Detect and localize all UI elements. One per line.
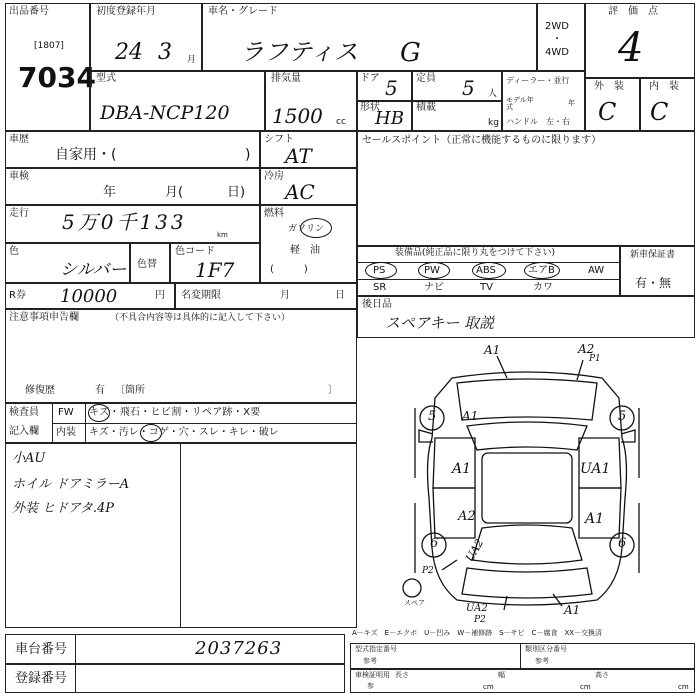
ext-label: 外 装	[594, 81, 624, 92]
int-circle	[140, 424, 162, 442]
car-diagram	[357, 338, 695, 628]
door-label: ドア	[360, 73, 380, 84]
shape-value: HB	[375, 108, 404, 129]
name-label: 車名・グレード	[208, 6, 278, 17]
width-label: 幅	[498, 671, 505, 679]
eq-airbag-circle	[524, 262, 560, 279]
repaint-label: 色替	[137, 259, 157, 270]
mark-tire-rl: 6	[430, 536, 439, 551]
mark-a1-front-left: A1	[462, 409, 479, 423]
fuel-paren: ( )	[270, 264, 308, 275]
mark-a1-bottom: A1	[564, 603, 581, 617]
load-unit: kg	[488, 118, 499, 128]
equipment-label: 装備品(純正品に限り丸をつけて下さい)	[395, 248, 556, 258]
history-value: 自家用・(	[55, 147, 117, 163]
mark-ua2-bottom: UA2	[466, 603, 488, 614]
eq-ps-circle	[365, 262, 397, 279]
disp-label: 排気量	[271, 73, 301, 84]
selling-points-label: セールスポイント（正常に機能するものに限ります）	[362, 135, 602, 146]
chassis-value: 2037263	[195, 638, 283, 659]
recycle-value: 10000	[60, 286, 118, 307]
chassis-label: 車台番号	[15, 642, 68, 657]
width-unit: cm	[580, 683, 591, 691]
inspector-divider	[52, 423, 357, 424]
mileage-value: 5万0千133	[62, 210, 187, 234]
mark-p2-left: P2	[422, 566, 434, 576]
eq-tv: TV	[480, 282, 493, 293]
color-code-label: 色コード	[175, 246, 215, 257]
dealer-label: ディーラー・並行	[506, 76, 570, 85]
shape-label: 形状	[360, 102, 380, 113]
shaken-year: 年	[103, 185, 117, 200]
ext-value: C	[598, 98, 617, 126]
recycle-unit: 円	[155, 290, 165, 301]
reg-month: 3	[158, 40, 172, 65]
mark-a1-top: A1	[484, 343, 501, 357]
category-spec-label: 類別区分番号	[525, 645, 567, 653]
car-grade: G	[400, 38, 421, 68]
mark-a2-left-rear: A2	[458, 509, 476, 524]
history-box	[5, 131, 260, 168]
inspector-vdivider2	[85, 403, 86, 443]
history-close: )	[245, 147, 251, 163]
recycle-label: R券	[9, 290, 26, 301]
mark-spare-label: スペア	[404, 599, 425, 607]
transfer-month: 月	[280, 290, 290, 301]
color-code-value: 1F7	[195, 258, 235, 282]
eq-line2	[357, 279, 620, 280]
repair-value: 有	[95, 385, 105, 396]
car-roof	[482, 453, 572, 523]
disp-unit: cc	[336, 117, 346, 127]
color-label: 色	[9, 246, 19, 257]
int-items: キズ・汚レ・コゲ・穴・スレ・キレ・破レ	[89, 427, 279, 438]
fw-circle	[88, 404, 110, 422]
fw-label: FW	[58, 407, 74, 418]
selling-points-box	[357, 131, 695, 246]
capacity-value: 5	[462, 76, 475, 100]
int-label: 内 装	[649, 81, 679, 92]
spec-box	[350, 643, 695, 669]
mark-a2-top: A2	[578, 342, 595, 356]
door-value: 5	[385, 76, 398, 100]
eq-ps: PS	[373, 265, 386, 276]
repair-close: 〕	[328, 385, 338, 396]
eq-pw-circle	[418, 262, 450, 279]
model-label: 型式	[96, 73, 116, 84]
aircon-value: AC	[285, 180, 315, 204]
mark-a1-right-rear: A1	[585, 511, 605, 527]
category-spec-ref: 参考	[535, 657, 549, 665]
post-delivery-label: 後日品	[362, 299, 392, 310]
drive-4wd: 4WD	[545, 47, 569, 58]
mark-ua2-left: UA2	[463, 536, 487, 564]
mark-p2-bottom: P2	[474, 615, 486, 625]
mark-tire-rr: 6	[618, 536, 627, 551]
score-label: 評 価 点	[608, 6, 658, 17]
model-spec-label: 型式指定番号	[355, 645, 397, 653]
registration-label: 登録番号	[15, 671, 68, 686]
fuel-gasoline: ガソリン	[288, 224, 325, 234]
drive-dot: ・	[552, 34, 562, 45]
inspector-notes-box	[5, 443, 357, 628]
eq-aw: AW	[588, 265, 605, 276]
reg-year: 24	[115, 40, 143, 65]
color-value: シルバー	[60, 260, 127, 280]
repair-label: 修復歴	[25, 385, 55, 396]
mileage-unit: km	[217, 231, 228, 239]
warranty-label: 新車保証書	[630, 250, 676, 260]
lot-sub: [1807]	[34, 41, 64, 51]
disp-value: 1500	[272, 104, 323, 128]
leader-p2-left	[442, 560, 457, 570]
lot-number: 7034	[18, 61, 96, 94]
mark-ua1-right-door: UA1	[580, 461, 611, 477]
notes-col-line	[180, 443, 181, 628]
inspector-label2: 記入欄	[9, 426, 39, 437]
eq-sr: SR	[373, 282, 387, 293]
capacity-unit: 人	[488, 89, 498, 99]
warranty-value: 有・無	[635, 276, 672, 290]
eq-airbag: エアB	[528, 265, 555, 276]
eq-leather: カワ	[533, 282, 553, 293]
height-label: 高さ	[595, 671, 609, 679]
notes-label: 注意事項申告欄	[9, 312, 79, 323]
reg-label: 初度登録年月	[96, 6, 156, 17]
year-unit: 年	[568, 99, 575, 107]
model-value: DBA-NCP120	[100, 102, 230, 124]
shaken-box	[5, 168, 260, 205]
fw-items: キズ・飛石・ヒビ割・リペア跡・X要	[89, 407, 261, 418]
mark-a1-left-door: A1	[452, 461, 472, 477]
notes-hint: （不具合内容等は具体的に記入して下さい）	[110, 313, 291, 323]
transfer-label: 名変期限	[181, 290, 221, 301]
fuel-diesel: 軽 油	[290, 245, 320, 256]
mark-p1-top: P1	[589, 354, 601, 364]
aircon-label: 冷房	[264, 171, 284, 182]
int-label-row: 内装	[56, 427, 76, 438]
score-value: 4	[618, 25, 644, 71]
load-label: 積載	[416, 102, 436, 113]
transfer-day: 日	[335, 290, 345, 301]
damage-legend: A－キズ E－エクボ U－凹み W－補修跡 S－サビ C－腐食 XX－交換済	[352, 629, 603, 637]
eq-abs: ABS	[476, 265, 496, 276]
post-delivery-value: スペアキー 取説	[385, 314, 495, 332]
handle-label: ハンドル 左・右	[506, 117, 570, 126]
shift-label: シフト	[264, 134, 294, 145]
int-value: C	[650, 98, 669, 126]
eq-abs-circle	[472, 262, 506, 279]
mark-tire-fl: 5	[428, 409, 437, 424]
fuel-label: 燃料	[264, 208, 284, 219]
shaken-label: 車検	[9, 171, 29, 182]
history-label: 車歴	[9, 134, 29, 145]
shaken-month: 月(	[165, 185, 184, 200]
eq-pw: PW	[424, 265, 440, 276]
spare-tire-circle	[403, 579, 421, 597]
shaken-day: 日)	[227, 185, 246, 200]
mark-tire-fr: 5	[618, 409, 627, 424]
inspector-note-3: 外装 ヒドアタ.4P	[12, 501, 114, 516]
drive-2wd: 2WD	[545, 21, 569, 32]
length-unit: cm	[483, 683, 494, 691]
notes-box	[5, 309, 357, 403]
reg-month-unit: 月	[187, 55, 197, 65]
car-trunk	[462, 568, 592, 598]
eq-navi: ナビ	[424, 282, 444, 293]
mileage-label: 走行	[9, 208, 29, 219]
model-year-label: モデル年式	[506, 96, 534, 111]
length-label: 長さ	[395, 671, 409, 679]
shift-value: AT	[285, 144, 312, 168]
car-rear-window	[472, 525, 582, 564]
leader-a1-top	[497, 356, 507, 378]
capacity-label: 定員	[416, 73, 436, 84]
spec-divider	[520, 643, 521, 669]
inspector-note-2: ホイル ドアミラーA	[12, 477, 130, 492]
lot-label: 出品番号	[9, 6, 49, 17]
fuel-circle	[300, 218, 332, 238]
leader-a2-top	[577, 360, 583, 380]
repair-parts: 〔箇所	[115, 385, 145, 396]
reg-cert-label: 車検証明用	[355, 671, 390, 679]
inspector-note-1: 小AU	[12, 451, 46, 466]
reg-cert-ref: 参	[367, 682, 374, 690]
car-name: ラフティス	[240, 38, 359, 66]
car-windshield	[467, 422, 587, 450]
inspector-vdivider	[52, 403, 53, 443]
model-spec-ref: 参考	[363, 657, 377, 665]
inspector-label1: 検査員	[9, 407, 39, 418]
height-unit: cm	[678, 683, 689, 691]
